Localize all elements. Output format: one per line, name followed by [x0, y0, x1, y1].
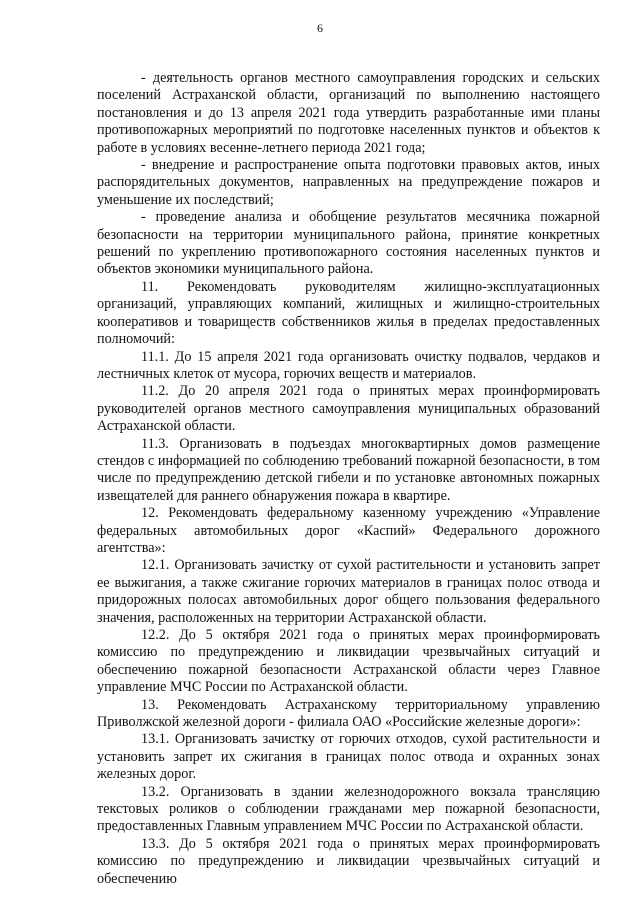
- paragraph-item-11: 11. Рекомендовать руководителям жилищно-эксплуатационных организаций, управляющих компаний, жилищных и жилищно-строительных кооперативов и товариществ собственников жилья в пределах предоставленных полномочий:: [97, 278, 600, 348]
- paragraph-item-13-1: 13.1. Организовать зачистку от горючих отходов, сухой растительности и установить запрет их сжигания в границах полос отвода и охранных зонах железных дорог.: [97, 731, 600, 783]
- paragraph-fire-safety-analysis: - проведение анализа и обобщение результатов месячника пожарной безопасности на территории муниципального района, принятие конкретных решений по укреплению противопожарного состояния населенных пунктов и объектов экономики муниципального района.: [97, 209, 600, 278]
- paragraph-local-government-activity: - деятельность органов местного самоуправления городских и сельских поселений Астраханской области, организаций по выполнению настоящего постановления и до 13 апреля 2021 года утвердить разработанные ими планы противопожарных мероприятий по подготовке населенных пунктов и объектов к работе в условиях весенне-летнего периода 2021 года;: [97, 70, 600, 156]
- paragraph-item-13: 13. Рекомендовать Астраханскому территориальному управлению Приволжской железной дороги - филиала ОАО «Российские железные дороги»:: [97, 696, 600, 731]
- paragraph-item-13-2: 13.2. Организовать в здании железнодорожного вокзала трансляцию текстовых роликов о соблюдении гражданами мер пожарной безопасности, предоставленных Главным управлением МЧС России по Астраханской области.: [97, 783, 600, 835]
- paragraph-item-12-1: 12.1. Организовать зачистку от сухой растительности и установить запрет ее выжигания, а также сжигание горючих материалов в границах полос отвода и придорожных полосах автомобильных дорог общего пользования федерального значения, расположенных на территории Астраханской области.: [97, 557, 600, 626]
- paragraph-legal-acts-experience: - внедрение и распространение опыта подготовки правовых актов, иных распорядительных документов, направленных на предупреждение пожаров и уменьшение их последствий;: [97, 157, 600, 208]
- paragraph-item-11-3: 11.3. Организовать в подъездах многоквартирных домов размещение стендов с информацией по соблюдению требований пожарной безопасности, в том числе по предупреждению детской гибели и по установке автономных пожарных извещателей для раннего обнаружения пожара в квартире.: [97, 435, 600, 504]
- paragraph-item-11-2: 11.2. До 20 апреля 2021 года о принятых мерах проинформировать руководителей органов местного самоуправления муниципальных образований Астраханской области.: [97, 383, 600, 435]
- paragraph-item-12-2: 12.2. До 5 октября 2021 года о принятых мерах проинформировать комиссию по предупреждению и ликвидации чрезвычайных ситуаций и обеспечению пожарной безопасности Астраханской области через Главное управление МЧС России по Астраханской области.: [97, 627, 600, 696]
- page-number: 6: [317, 21, 323, 35]
- paragraph-item-13-3: 13.3. До 5 октября 2021 года о принятых мерах проинформировать комиссию по предупреждению и ликвидации чрезвычайных ситуаций и обеспечению: [97, 835, 600, 887]
- document-body: [97, 70, 600, 888]
- paragraph-item-12: 12. Рекомендовать федеральному казенному учреждению «Управление федеральных автомобильных дорог «Каспий» Федерального дорожного агентства»:: [97, 505, 600, 556]
- paragraph-item-11-1: 11.1. До 15 апреля 2021 года организовать очистку подвалов, чердаков и лестничных клеток от мусора, горючих веществ и материалов.: [97, 348, 600, 382]
